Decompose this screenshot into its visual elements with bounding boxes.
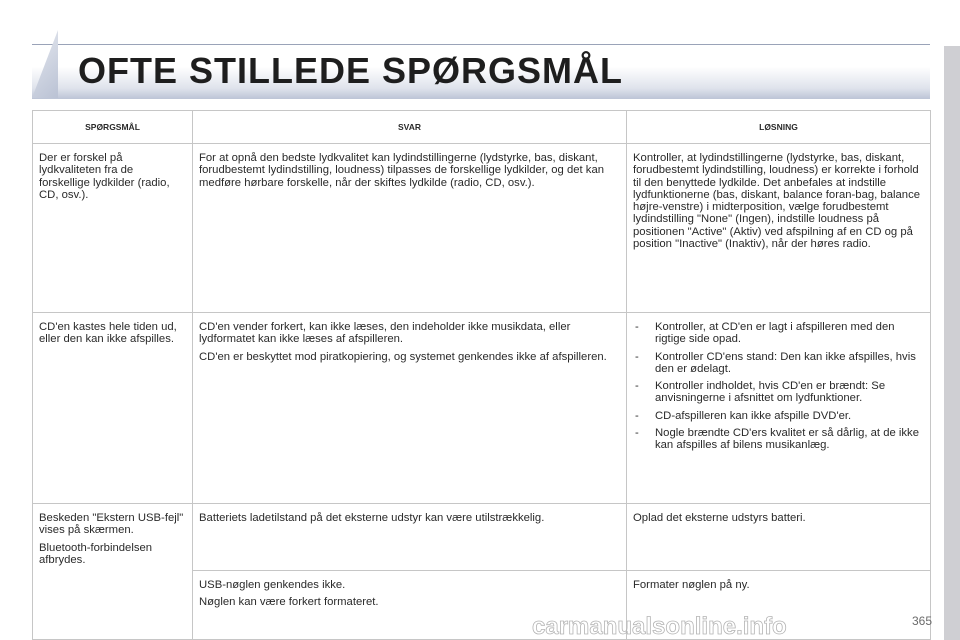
answer-text: Nøglen kan være forkert formateret. [199, 596, 379, 609]
table-header-row [33, 111, 931, 144]
answer-cell [193, 144, 627, 313]
faq-table [32, 110, 931, 640]
solution-text: Kontroller, at lydindstillingerne (lydstyrke, bas, diskant, forudbestemt lydindstilling, loudness) er korrekte i forhold til den benyttede lydkilde. Det anbefales at indstille lydfunktionerne (bas, diskant, balance foran-bag, balance højre-venstre) i midterposition, vælge forudbestemt lydindstilling "None" (Ingen), indstille loudness på positionen "Active" (Aktiv) ved afspilning af en CD og på position "Inactive" (Inaktiv), når der høres radio. [633, 152, 921, 251]
question-text: CD'en kastes hele tiden ud, eller den kan ikke afspilles. [39, 321, 177, 346]
list-item: - Kontroller, at CD'en er lagt i afspilleren med den rigtige side opad. [633, 321, 924, 346]
watermark-logo: carmanualsonline.info [532, 613, 787, 640]
page-number: 365 [912, 614, 933, 628]
solution-list [633, 321, 924, 452]
header-question: SPØRGSMÅL [33, 111, 193, 144]
answer-text: For at opnå den bedste lydkvalitet kan lydindstillingerne (lydstyrke, bas, diskant, forudbestemt lydindstilling, loudness) tilpasses de forskellige lydkilder, og det kan medføre hørbare forskelle, når der skiftes lydkilde (radio, CD, osv.). [199, 152, 605, 189]
side-margin-bar [944, 46, 960, 640]
table-row [33, 144, 931, 313]
answer-text: CD'en vender forkert, kan ikke læses, den indeholder ikke musikdata, eller lydformatet kan ikke læses af afspilleren. [199, 321, 571, 346]
answer-text: CD'en er beskyttet mod piratkopiering, og systemet genkendes ikke af afspilleren. [199, 350, 607, 363]
answer-cell [193, 313, 627, 504]
table-row [33, 313, 931, 504]
answer-text: USB-nøglen genkendes ikke. [199, 579, 346, 591]
answer-text: Batteriets ladetilstand på det eksterne udstyr kan være utilstrækkelig. [199, 512, 545, 524]
list-item: - Kontroller CD'ens stand: Den kan ikke afspilles, hvis den er ødelagt. [633, 351, 924, 376]
question-cell [33, 144, 193, 313]
header-answer: SVAR [193, 111, 627, 144]
solution-text: Formater nøglen på ny. [633, 579, 750, 591]
question-cell [33, 504, 193, 640]
question-text: Beskeden "Ekstern USB-fejl" vises på skærmen. [39, 512, 184, 537]
question-cell [33, 313, 193, 504]
question-text: Bluetooth-forbindelsen afbrydes. [39, 541, 153, 566]
question-text: Der er forskel på lydkvaliteten fra de forskellige lydkilder (radio, CD, osv.). [39, 152, 170, 201]
answer-cell [193, 504, 627, 571]
solution-cell [627, 313, 931, 504]
list-item: - Kontroller indholdet, hvis CD'en er brændt: Se anvisningerne i afsnittet om lydfunktioner. [633, 380, 924, 405]
solution-cell [627, 504, 931, 571]
list-item: - Nogle brændte CD'ers kvalitet er så dårlig, at de ikke kan afspilles af bilens musikanlæg. [633, 427, 924, 452]
list-item: - CD-afspilleren kan ikke afspille DVD'er. [633, 410, 924, 422]
solution-cell [627, 144, 931, 313]
header-solution: LØSNING [627, 111, 931, 144]
solution-text: Oplad det eksterne udstyrs batteri. [633, 512, 806, 524]
table-row [33, 504, 931, 571]
page-title: OFTE STILLEDE SPØRGSMÅL [78, 50, 624, 91]
